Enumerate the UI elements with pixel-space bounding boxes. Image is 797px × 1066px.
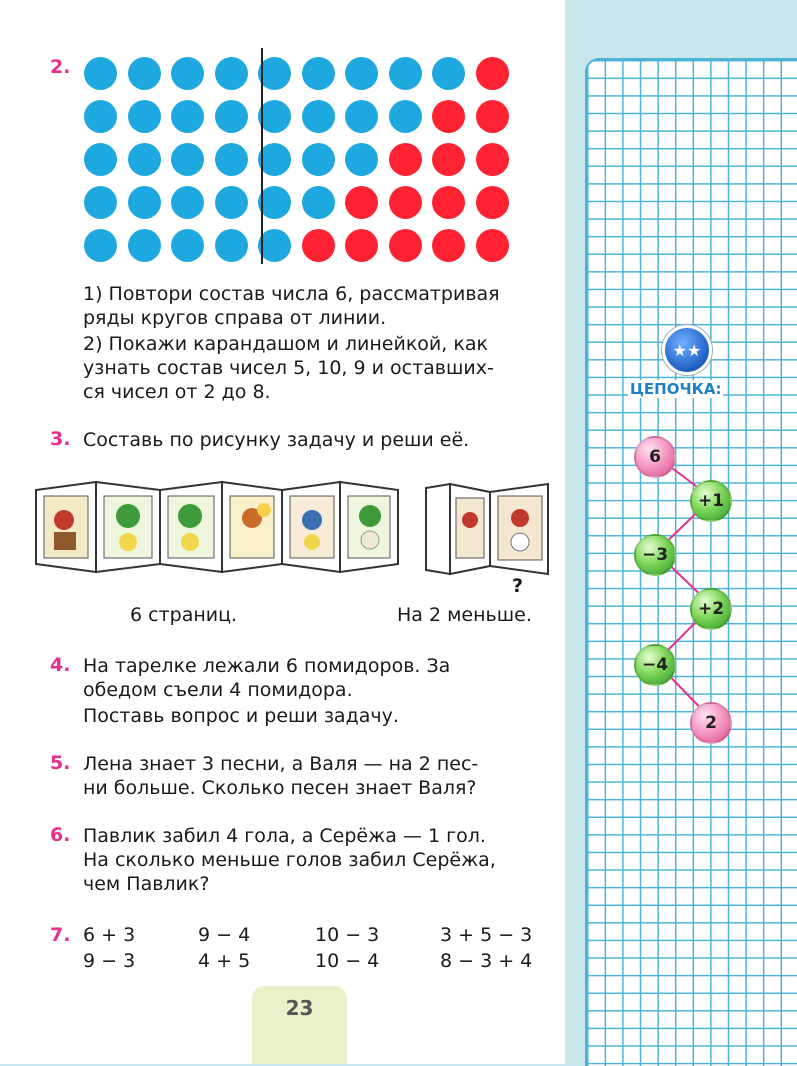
blue-circle [345, 100, 378, 133]
chain-title: ЦЕПОЧКА: [630, 380, 722, 398]
red-circle [389, 186, 422, 219]
blue-circle [215, 186, 248, 219]
ex5-line-1: Лена знает 3 песни, а Валя — на 2 пес- [83, 753, 479, 775]
red-circle [345, 229, 378, 262]
exercise-7-number: 7. [50, 924, 71, 946]
blue-circle [302, 100, 335, 133]
red-circle [476, 229, 509, 262]
blue-circle [171, 143, 204, 176]
exercise-5-number: 5. [50, 752, 71, 774]
ex2-line-5: ся чисел от 2 до 8. [83, 381, 271, 403]
expr-1-4: 3 + 5 − 3 [440, 924, 533, 946]
blue-circle [128, 100, 161, 133]
divider-line [261, 48, 263, 264]
blue-circle [171, 57, 204, 90]
chain-node-op-3: +2 [690, 588, 732, 630]
open-book-pages-icon [34, 480, 404, 580]
blue-circle [171, 229, 204, 262]
red-circle [476, 143, 509, 176]
ex6-line-1: Павлик забил 4 гола, а Серёжа — 1 гол. [83, 825, 486, 847]
blue-circle [302, 143, 335, 176]
blue-circle [215, 229, 248, 262]
small-book-icon [422, 480, 552, 580]
expr-1-3: 10 − 3 [315, 924, 380, 946]
blue-circle [84, 143, 117, 176]
blue-circle [215, 57, 248, 90]
blue-circle [128, 57, 161, 90]
ex6-line-3: чем Павлик? [83, 873, 210, 895]
blue-circle [389, 57, 422, 90]
blue-circle [128, 186, 161, 219]
expr-2-1: 9 − 3 [83, 950, 136, 972]
blue-circle [389, 100, 422, 133]
blue-circle [302, 186, 335, 219]
chain-links [620, 430, 760, 750]
blue-circle [302, 57, 335, 90]
chain-node-result: 2 [690, 702, 732, 744]
page-number-tab [252, 986, 347, 1064]
blue-circle [345, 143, 378, 176]
red-circle [476, 100, 509, 133]
red-circle [345, 186, 378, 219]
chain-node-op-1: +1 [690, 480, 732, 522]
caption-left: 6 страниц. [130, 604, 238, 626]
expr-1-1: 6 + 3 [83, 924, 136, 946]
blue-circle [84, 100, 117, 133]
blue-circle [128, 229, 161, 262]
blue-circle [171, 186, 204, 219]
ex2-line-2: ряды кругов справа от линии. [83, 307, 387, 329]
red-circle [476, 57, 509, 90]
page-number: 23 [285, 996, 314, 1020]
red-circle [302, 229, 335, 262]
blue-circle [84, 229, 117, 262]
ex4-line-1: На тарелке лежали 6 помидоров. За [83, 655, 451, 677]
blue-circle [128, 143, 161, 176]
blue-circle [171, 100, 204, 133]
ex2-line-3: 2) Покажи карандашом и линейкой, как [83, 333, 488, 355]
blue-circle [84, 186, 117, 219]
red-circle [432, 100, 465, 133]
ex4-line-2: обедом съели 4 помидора. [83, 679, 353, 701]
caption-right: На 2 меньше. [397, 604, 532, 626]
exercise-6-number: 6. [50, 824, 71, 846]
expr-2-2: 4 + 5 [198, 950, 251, 972]
expr-2-3: 10 − 4 [315, 950, 380, 972]
red-circle [389, 143, 422, 176]
stars-icon: ★★ [662, 325, 712, 375]
question-mark: ? [512, 575, 524, 597]
chain-node-op-2: −3 [634, 534, 676, 576]
blue-circle [215, 100, 248, 133]
red-circle [389, 229, 422, 262]
chain-node-start: 6 [634, 436, 676, 478]
ex2-line-4: узнать состав чисел 5, 10, 9 и оставших- [83, 357, 494, 379]
book-illustration-left [34, 480, 548, 576]
red-circle [432, 143, 465, 176]
ex3-text: Составь по рисунку задачу и реши её. [83, 429, 470, 451]
blue-circle [215, 143, 248, 176]
expr-2-4: 8 − 3 + 4 [440, 950, 533, 972]
red-circle [432, 186, 465, 219]
ex2-line-1: 1) Повтори состав числа 6, рассматривая [83, 283, 500, 305]
blue-circle [345, 57, 378, 90]
ex5-line-2: ни больше. Сколько песен знает Валя? [83, 777, 477, 799]
exercise-2-number: 2. [50, 56, 71, 78]
red-circle [476, 186, 509, 219]
ex6-line-2: На сколько меньше голов забил Серёжа, [83, 849, 496, 871]
chain-node-op-4: −4 [634, 644, 676, 686]
exercise-4-number: 4. [50, 654, 71, 676]
ex4-line-3: Поставь вопрос и реши задачу. [83, 705, 399, 727]
red-circle [432, 229, 465, 262]
blue-circle [432, 57, 465, 90]
blue-circle [84, 57, 117, 90]
exercise-3-number: 3. [50, 428, 71, 450]
expr-1-2: 9 − 4 [198, 924, 251, 946]
